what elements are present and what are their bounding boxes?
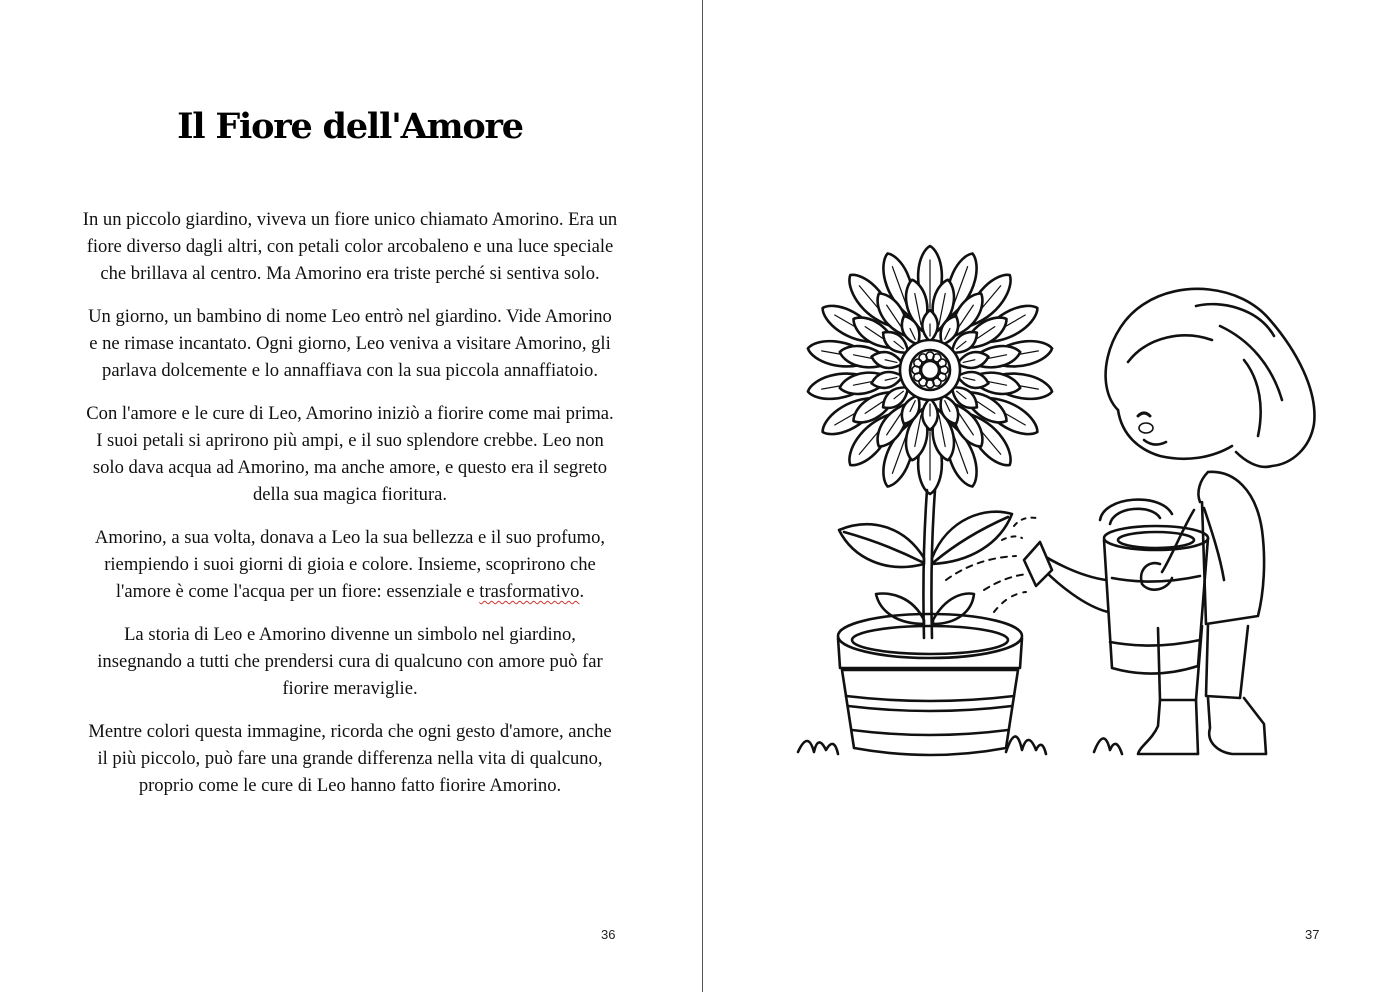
water-drops [946, 518, 1036, 612]
grass-left [798, 741, 838, 754]
watering-can-illustration [1024, 500, 1208, 674]
leaf-left [839, 524, 924, 567]
grass-child [1094, 738, 1122, 754]
leaf-small-left [876, 594, 924, 624]
paragraph-6: Mentre colori questa immagine, ricorda che ogni gesto d'amore, anche il più piccolo, può fare una grande differenza nella vita di qualcuno, proprio come le cure di Leo hanno fatto fiorire Amorino. [88, 721, 612, 796]
leaf-small-right [933, 594, 974, 624]
coloring-illustration [788, 240, 1338, 770]
flower-illustration [806, 246, 1054, 494]
paragraph-5: La storia di Leo e Amorino divenne un simbolo nel giardino, insegnando a tutti che prendersi cura di qualcuno con amore può far fiorire meraviglie. [97, 624, 603, 699]
paragraph-4 [82, 524, 618, 605]
page-number-left: 36 [601, 927, 616, 942]
paragraph-4-end: . [579, 581, 585, 602]
paragraph-1: In un piccolo giardino, viveva un fiore unico chiamato Amorino. Era un fiore diverso dagli altri, con petali color arcobaleno e una luce speciale che brillava al centro. Ma Amorino era triste perché si sentiva solo. [82, 209, 618, 284]
grass-right [1006, 736, 1046, 754]
spellcheck-flagged-word[interactable]: trasformativo [479, 581, 580, 602]
flower-pot [838, 614, 1022, 755]
paragraph-3: Con l'amore e le cure di Leo, Amorino iniziò a fiorire come mai prima. I suoi petali si aprirono più ampi, e il suo splendore crebbe. Leo non solo dava acqua ad Amorino, ma anche amore, e questo era il segreto della sua magica fioritura. [86, 403, 614, 505]
child-illustration [1106, 289, 1315, 754]
paragraph-2: Un giorno, un bambino di nome Leo entrò nel giardino. Vide Amorino e ne rimase incantato. Ogni giorno, Leo veniva a visitare Amorino, gli parlava dolcemente e lo annaffiava con la sua piccola annaffiatoio. [88, 306, 612, 381]
page-title: Il Fiore dell'Amore [177, 106, 523, 147]
paragraph-4-text: Amorino, a sua volta, donava a Leo la sua bellezza e il suo profumo, riempiendo i suoi giorni di gioia e colore. Insieme, scoprirono che l'amore è come l'acqua per un fiore: essenziale e [94, 527, 606, 602]
story-text [82, 206, 618, 815]
page-number-right: 37 [1305, 927, 1320, 942]
right-page [703, 0, 1400, 992]
